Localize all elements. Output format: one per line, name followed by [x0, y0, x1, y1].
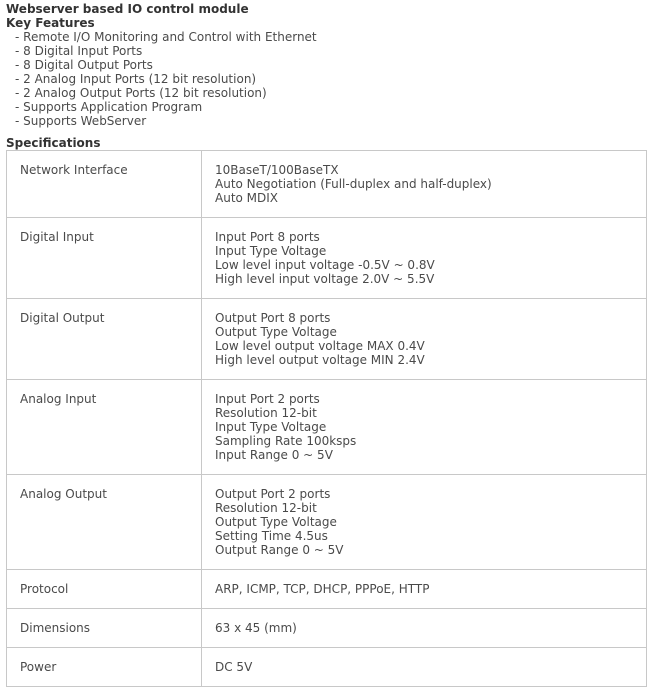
- spec-value: [202, 609, 647, 648]
- spec-value-line: Input Range 0 ~ 5V: [215, 448, 333, 462]
- spec-label: Digital Input: [7, 218, 202, 299]
- spec-value-line: Low level output voltage MAX 0.4V: [215, 339, 425, 353]
- spec-row-analog-output: [7, 475, 647, 570]
- feature-item: - 8 Digital Output Ports: [15, 58, 153, 72]
- spec-value: [202, 299, 647, 380]
- spec-value-line: ARP, ICMP, TCP, DHCP, PPPoE, HTTP: [215, 582, 430, 596]
- feature-item: - 8 Digital Input Ports: [15, 44, 143, 58]
- spec-value-line: Input Type Voltage: [215, 420, 327, 434]
- document: [6, 2, 656, 687]
- spec-value: [202, 151, 647, 218]
- spec-value-line: DC 5V: [215, 660, 253, 674]
- spec-value: [202, 648, 647, 687]
- spec-label: Dimensions: [7, 609, 202, 648]
- spec-row-digital-input: [7, 218, 647, 299]
- spec-value-line: High level input voltage 2.0V ~ 5.5V: [215, 272, 435, 286]
- spec-value-line: Output Port 8 ports: [215, 311, 331, 325]
- spec-value-line: Setting Time 4.5us: [215, 529, 328, 543]
- spec-value: [202, 218, 647, 299]
- spec-row-network-interface: [7, 151, 647, 218]
- spec-row-dimensions: [7, 609, 647, 648]
- spec-row-protocol: [7, 570, 647, 609]
- spec-label: Digital Output: [7, 299, 202, 380]
- specifications-heading: Specifications: [6, 136, 101, 150]
- page-title: Webserver based IO control module: [6, 2, 249, 16]
- spec-value-line: Low level input voltage -0.5V ~ 0.8V: [215, 258, 435, 272]
- spec-value-line: Auto MDIX: [215, 191, 279, 205]
- feature-item: - Supports WebServer: [15, 114, 147, 128]
- spec-label: Power: [7, 648, 202, 687]
- spec-value-line: Input Port 8 ports: [215, 230, 320, 244]
- spec-value-line: 10BaseT/100BaseTX: [215, 163, 339, 177]
- spec-value-line: 63 x 45 (mm): [215, 621, 297, 635]
- feature-item: - 2 Analog Output Ports (12 bit resolution): [15, 86, 267, 100]
- spec-value-line: Sampling Rate 100ksps: [215, 434, 357, 448]
- spec-row-digital-output: [7, 299, 647, 380]
- spec-label: Analog Output: [7, 475, 202, 570]
- spec-value-line: Auto Negotiation (Full-duplex and half-duplex): [215, 177, 492, 191]
- spec-value-line: Output Type Voltage: [215, 325, 337, 339]
- key-features-list: [6, 30, 656, 128]
- spec-value-line: Output Port 2 ports: [215, 487, 331, 501]
- spec-value: [202, 380, 647, 475]
- key-features-heading: Key Features: [6, 16, 95, 30]
- spec-value-line: Input Type Voltage: [215, 244, 327, 258]
- feature-item: - Supports Application Program: [15, 100, 203, 114]
- spec-value-line: High level output voltage MIN 2.4V: [215, 353, 425, 367]
- spec-row-analog-input: [7, 380, 647, 475]
- spec-value-line: Resolution 12-bit: [215, 406, 317, 420]
- spec-value-line: Resolution 12-bit: [215, 501, 317, 515]
- spec-label: Analog Input: [7, 380, 202, 475]
- spec-row-power: [7, 648, 647, 687]
- feature-item: - Remote I/O Monitoring and Control with Ethernet: [15, 30, 317, 44]
- spec-value: [202, 475, 647, 570]
- spec-value-line: Output Type Voltage: [215, 515, 337, 529]
- spec-label: Protocol: [7, 570, 202, 609]
- spec-value: [202, 570, 647, 609]
- specifications-table: [6, 150, 647, 687]
- feature-item: - 2 Analog Input Ports (12 bit resolution): [15, 72, 257, 86]
- spec-label: Network Interface: [7, 151, 202, 218]
- spec-value-line: Output Range 0 ~ 5V: [215, 543, 344, 557]
- spec-value-line: Input Port 2 ports: [215, 392, 320, 406]
